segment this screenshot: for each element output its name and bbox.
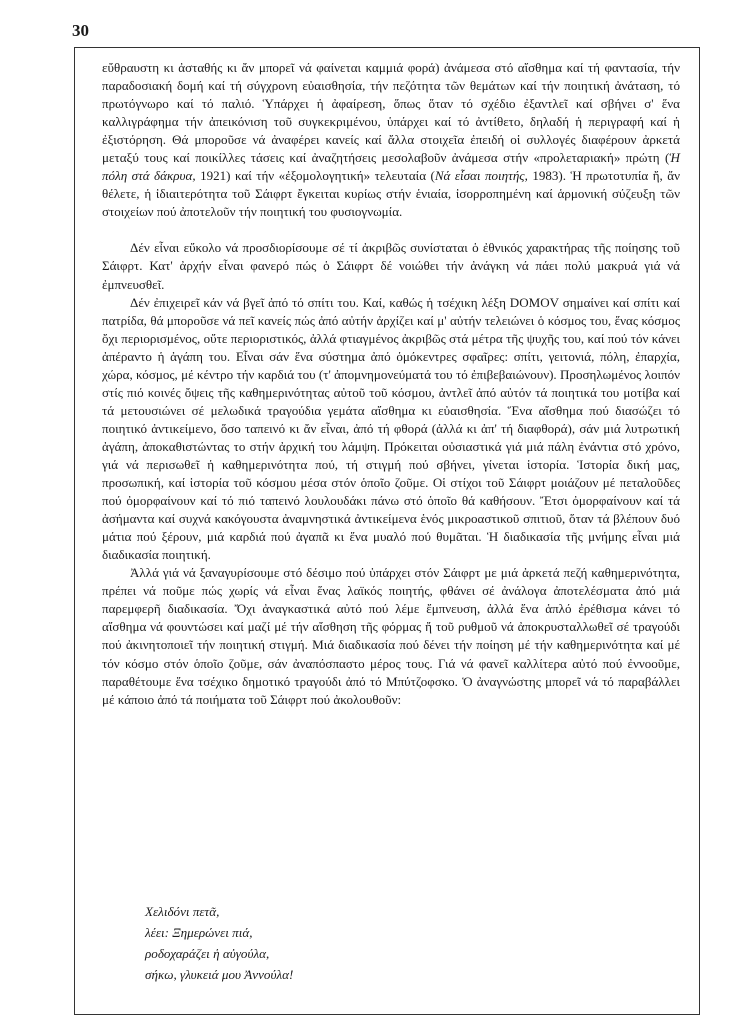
text-run: Δέν ἐπιχειρεῖ κάν νά βγεῖ ἀπό τό σπίτι του. Καί, καθώς ἡ τσέχικη λέξη DOMOV σημαίνει καί σπίτι καί πατρίδα, θά μποροῦσε νά πεῖ κανείς πώς ἀπό αὐτήν ἀρχίζει καί μ' αὐτήν τελειώνει ὁ κόσμος του, ἕνας κόσμος ὄχι περιορισμένος, οὔτε περιοριστικός, ἀλλά φτιαγμένος ἀκριβῶς στά μέτρα τῆς ψυχῆς του, καί πού τόν κάνει ἀπέραντο ἡ ἀγάπη του. Εἶναι σάν ἕνα σύστημα ἀπό ὁμόκεντρες σφαῖρες: σπίτι, γειτονιά, πόλη, ἐπαρχία, χώρα, κόσμος, μέ κέντρο τήν καρδιά του (τ' ἀπομνημονεύματά του τό ἐπιβεβαιώνουν). Προσηλωμένος λοιπόν στίς πιό κοινές ὄψεις τῆς καθημερινότητας αὐτοῦ τοῦ κόσμου, ἀντλεῖ ἀπό αὐτόν τά ποιητικά του μοτίβα καί τά μετουσιώνει σέ μελωδικά τραγούδια γεμάτα αἴσθημα κι εὐαισθησία. Ἕνα αἴσθημα πού διασώζει τό ποιητικό ἀντικείμενο, ὅσο ταπεινό κι ἄν εἶναι, ἀπό τή φθορά (ἀλλά κι ἀπ' τή διαφθορά), σάν μιά λυτρωτική ἀγάπη, ἀποκαθιστώντας το στήν ἀρχική του λάμψη. Πρόκειται οὐσιαστικά γιά μιά πάλη ἐνάντια στό χρόνο, γιά νά περισωθεῖ ἡ καθημερινότητα πού, τή στιγμή πού σβήνει, γίνεται ἱστορία. Ἱστορία δική μας, προσωπική, καί ἱστορία τοῦ κόσμου μέσα στόν ὁποῖο ζοῦμε. Οἱ στίχοι τοῦ Σάιφρτ μοιάζουν μέ πεταλοῦδες πού ὀμορφαίνουν καί τό πιό ταπεινό λουλουδάκι πάνω στό ὁποῖο θά καθήσουν. Ἔτσι ὀμορφαίνουν καί τά ἀσήμαντα καί συχνά κακόγουστα ἀναμνηστικά ἀντικείμενα ἑνός μικροαστικοῦ σπιτιοῦ, ὅταν τά βλέπουν δυό μάτια πού ξέρουν, μιά καρδιά πού ἀγαπᾶ κι ἕνα μυαλό πού θυμᾶται. Ἡ διαδικασία τῆς μνήμης εἶναι μιά διαδικασία ποιητική.: [102, 294, 680, 563]
text-run: Ἀλλά γιά νά ξαναγυρίσουμε στό δέσιμο πού ὑπάρχει στόν Σάιφρτ με μιά ἀρκετά πεζή καθημερινότητα, πρέπει νά ποῦμε πώς χωρίς νά εἶναι ἕνας λαϊκός ποιητής, φθάνει σέ ἀνάλογα ἀποτελέσματα ἀπό μιά παρεμφερῆ διαδικασία. Ὄχι ἀναγκαστικά αὐτό πού λέμε ἔμπνευση, ἀλλά ἕνα ἁπλό ἐρέθισμα κάνει τό αἴσθημα νά φουντώσει καί μαζί μέ τήν αἴσθηση τῆς φόρμας ἤ τοῦ ρυθμοῦ νά ἀποκρυσταλλωθεῖ σέ τραγούδι πού ἀκινητοποιεῖ τήν ποιητική στιγμή. Μιά διαδικασία πού δένει τήν ποίηση μέ τήν καθημερινότητα καί μέ τόν κόσμο στόν ὁποῖο ζοῦμε, σάν ἀναπόσπαστο μέρος τους. Γιά νά φανεῖ καλλίτερα αὐτό πού ἐννοοῦμε, παραθέτουμε ἕνα τσέχικο δημοτικό τραγούδι ἀπό τό Μπύτζοφσκο. Ὁ ἀναγνώστης μπορεῖ νά τό παραβάλλει μέ κάποιο ἀπό τά ποιήματα τοῦ Σάιφρτ πού ἀκολουθοῦν:: [102, 565, 680, 707]
text-run: 1983). Ἡ πρωτοτυπία ἤ, ἄν θέλετε, ἡ ἰδιαιτερότητα τοῦ Σάιφρτ ἔγκειται κυρίως στήν ἑνιαία, ἰσορροπημένη καί ἁρμονική σύζευξη τῶν στοιχείων πού ἀποτελοῦν τήν ποιητική του φυσιογνωμία.: [102, 168, 680, 220]
body-text: [102, 59, 680, 709]
paragraph-1: [102, 59, 680, 221]
italic-title: Νά εἶσαι ποιητής,: [434, 168, 528, 184]
poem-line: λέει: Ξημερώνει πιά,: [145, 925, 253, 940]
paragraph-4: [102, 564, 680, 708]
poem-line: ροδοχαράζει ἡ αὐγούλα,: [145, 946, 270, 961]
italic-title: Ἡ πόλη στά δάκρυα,: [102, 150, 680, 184]
page-number: 30: [72, 21, 89, 40]
poem-line: σήκω, γλυκειά μου Ἀννούλα!: [145, 967, 294, 982]
text-run: εὔθραυστη κι ἀσταθής κι ἄν μπορεῖ νά φαίνεται καμμιά φορά) ἀνάμεσα στό αἴσθημα καί τή φαντασία, τήν παραδοσιακή δομή καί τή σύγχρονη εὐαισθησία, τήν πεζότητα τῶν θεμάτων καί τήν ποιητική ἀνάταση, τό πρωτόγνωρο καί τό παλιό. Ὑπάρχει ἡ ἀφαίρεση, ὅπως ὅταν τό σχέδιο ἐξαντλεῖ καί σβήνει σ' ἕνα καλλιγράφημα τήν ἀπεικόνιση τοῦ συγκεκριμένου, ὑπάρχει καί τό ἀντίθετο, δηλαδή ἡ περιγραφή καί ἡ ἐξιστόρηση. Θά μποροῦσε νά ἀναφέρει κανείς καί ἄλλα στοιχεῖα ἐπειδή οἱ συλλογές διαφέρουν ἀρκετά μεταξύ τους καί ποικίλλες τάσεις καί ἀναζητήσεις μεσολαβοῦν ἀνάμεσα στήν «προλεταριακή» πρώτη (: [102, 60, 680, 166]
text-run: 1921) καί τήν «ἐξομολογητική» τελευταία (: [195, 168, 435, 184]
text-run: Δέν εἶναι εὔκολο νά προσδιορίσουμε σέ τί ἀκριβῶς συνίσταται ὁ ἐθνικός χαρακτήρας τῆς ποίησης τοῦ Σάιφρτ. Κατ' ἀρχήν εἶναι φανερό πώς ὁ Σάιφρτ δέ νοιώθει τήν ἀνάγκη νά πάει πολύ μακρυά γιά νά ἐμπνευσθεῖ.: [102, 240, 680, 292]
paragraph-2: [102, 239, 680, 293]
folk-song-quote: [145, 901, 293, 985]
poem-line: Χελιδόνι πετᾶ,: [145, 904, 220, 919]
paragraph-3: [102, 294, 680, 565]
